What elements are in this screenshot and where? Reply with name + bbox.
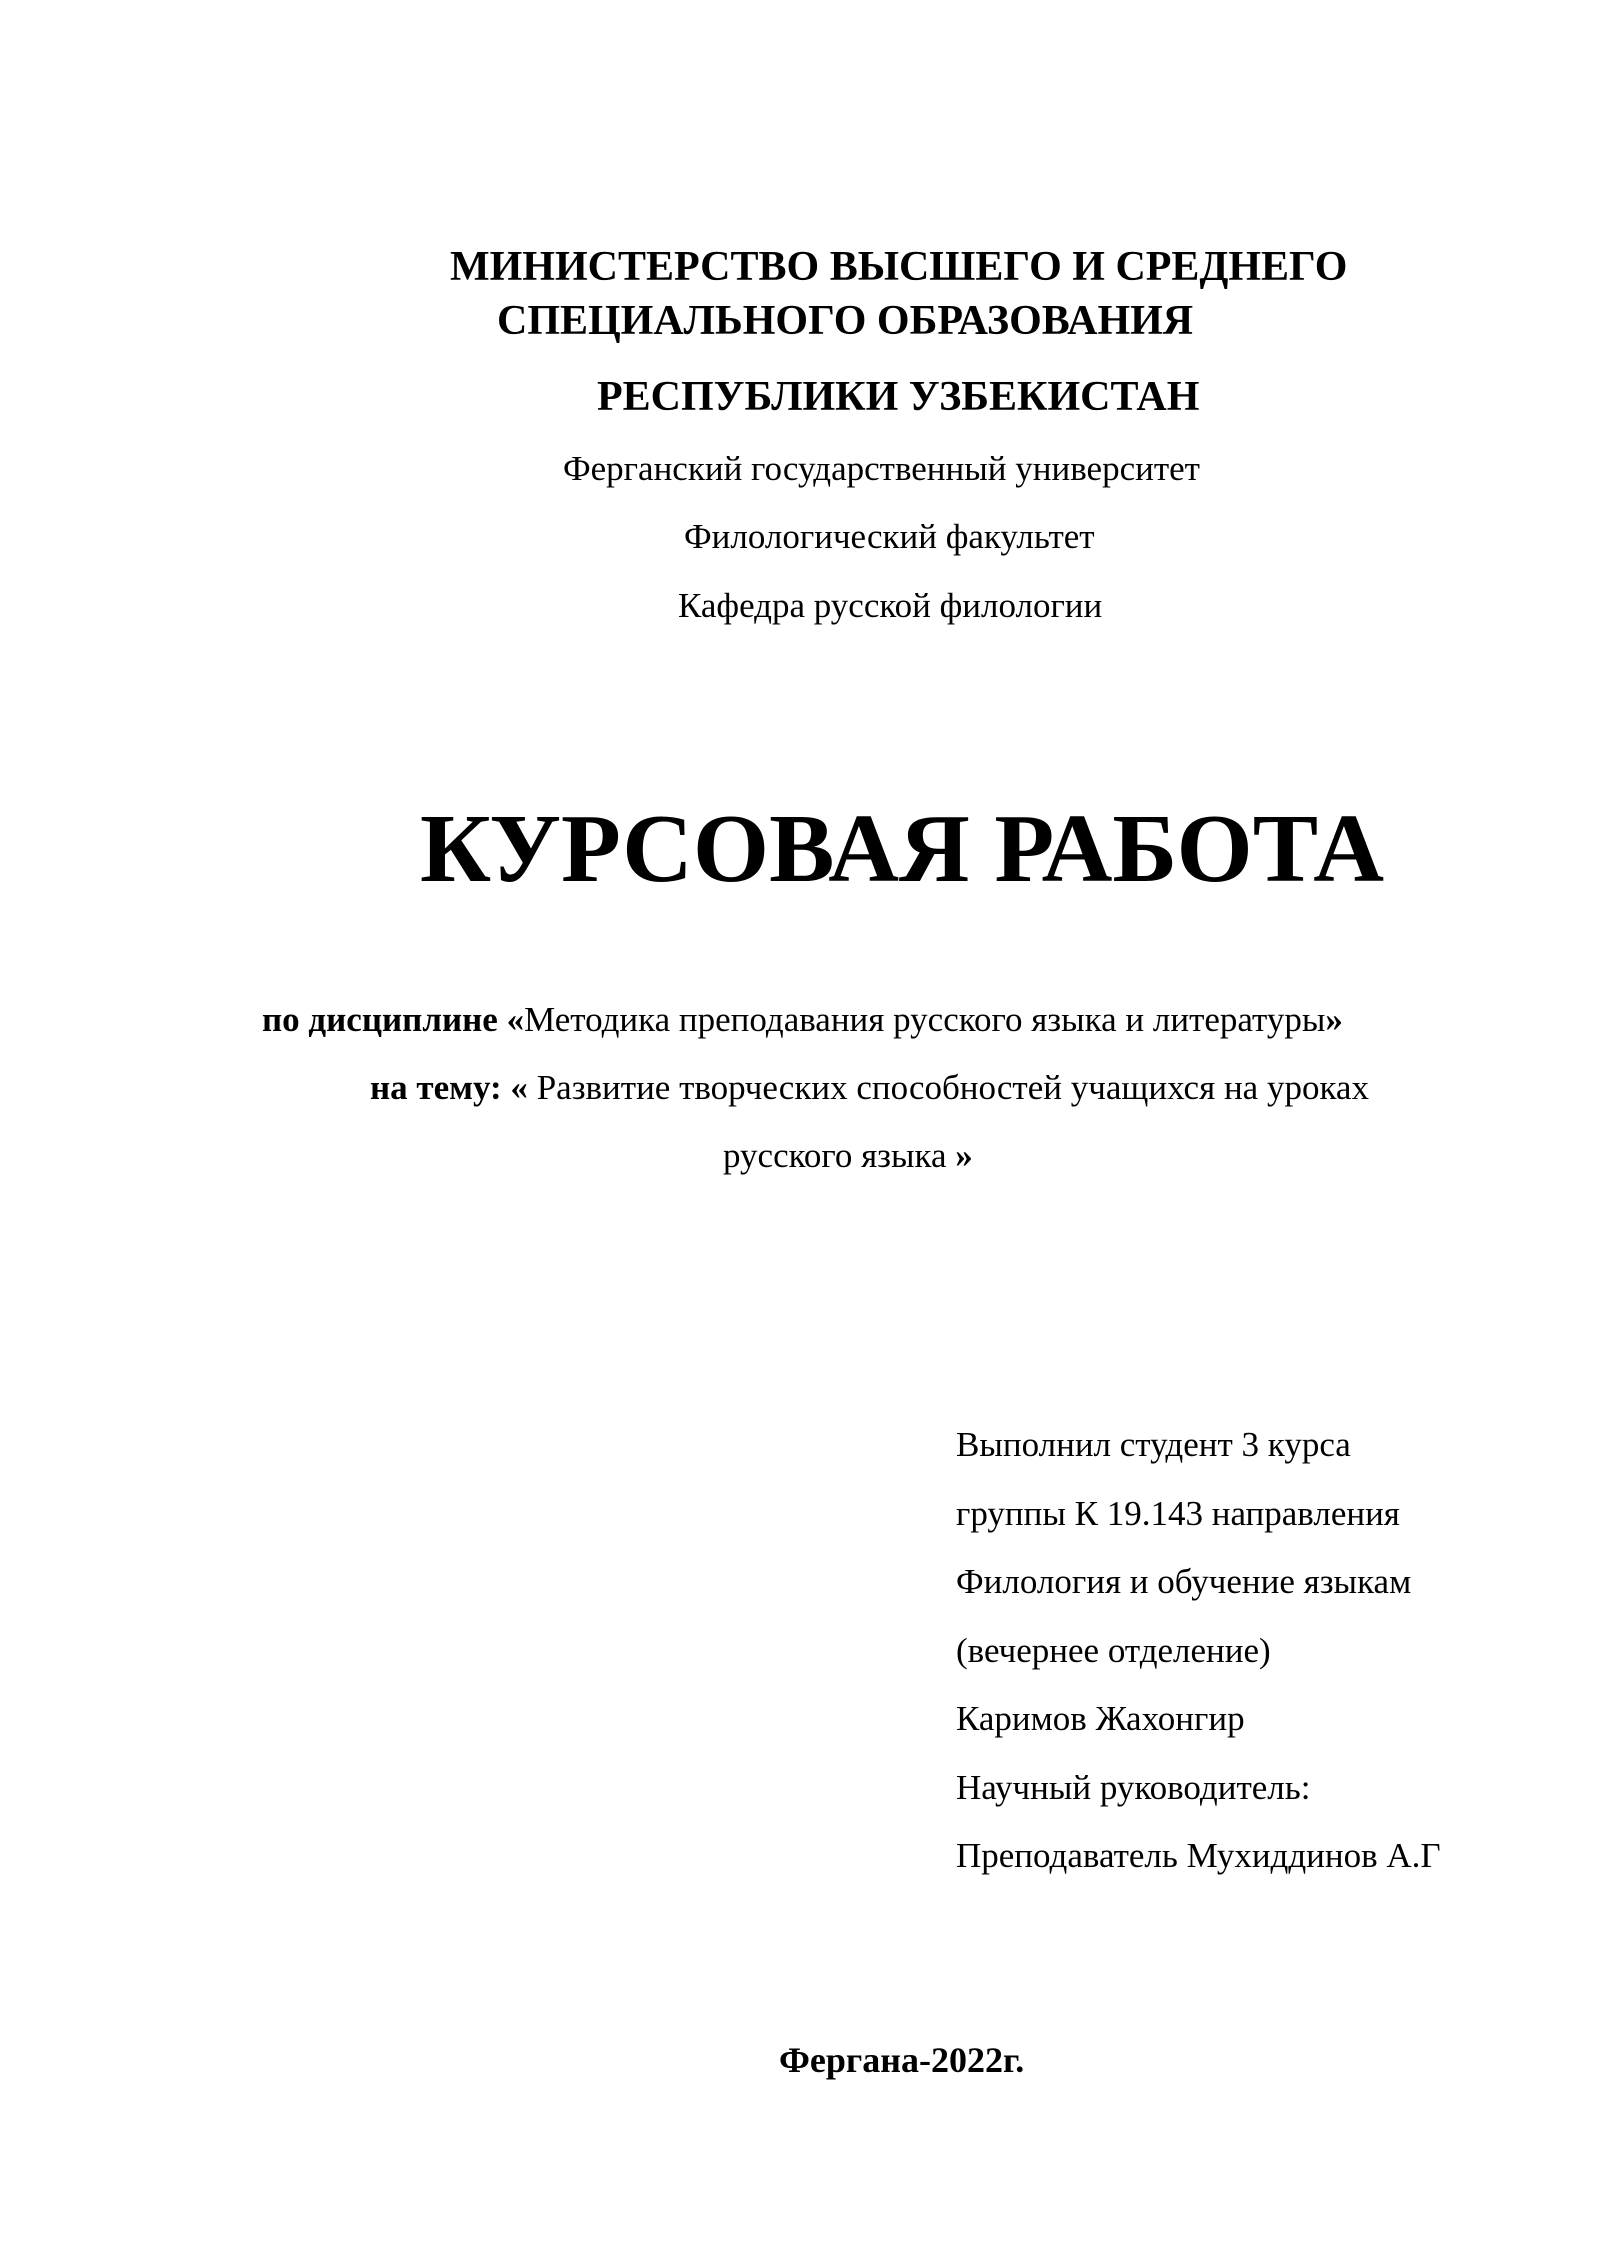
ministry-heading-line-2: СПЕЦИАЛЬНОГО ОБРАЗОВАНИЯ xyxy=(497,298,1194,344)
author-info-line: Выполнил студент 3 курса xyxy=(956,1425,1351,1464)
discipline-close-quote: » xyxy=(1325,1000,1343,1039)
discipline-line xyxy=(262,1002,1343,1037)
city-year: Фергана-2022г. xyxy=(779,2040,1025,2080)
topic-close-quote: » xyxy=(955,1136,973,1175)
topic-line-2 xyxy=(723,1138,973,1173)
author-info-line: Научный руководитель: xyxy=(956,1768,1311,1807)
faculty-name: Филологический факультет xyxy=(684,517,1095,556)
topic-label: на тему: « xyxy=(370,1068,528,1107)
ministry-heading-line-3: РЕСПУБЛИКИ УЗБЕКИСТАН xyxy=(597,374,1200,420)
author-info-line: Преподаватель Мухиддинов А.Г xyxy=(956,1836,1441,1875)
discipline-name: Методика преподавания русского языка и литературы xyxy=(524,1000,1326,1039)
topic-text-1: Развитие творческих способностей учащихся на уроках xyxy=(527,1068,1369,1107)
author-info-line: Каримов Жахонгир xyxy=(956,1699,1245,1738)
university-name: Ферганский государственный университет xyxy=(563,449,1200,488)
work-title: КУРСОВАЯ РАБОТА xyxy=(420,795,1385,903)
author-info-line: группы К 19.143 направления xyxy=(956,1494,1400,1533)
department-name: Кафедра русской филологии xyxy=(678,586,1103,625)
discipline-label: по дисциплине « xyxy=(262,1000,525,1039)
topic-line-1 xyxy=(370,1070,1369,1105)
author-info-line: Филология и обучение языкам xyxy=(956,1562,1412,1601)
author-info-line: (вечернее отделение) xyxy=(956,1631,1271,1670)
topic-text-2: русского языка xyxy=(723,1136,956,1175)
ministry-heading-line-1: МИНИСТЕРСТВО ВЫСШЕГО И СРЕДНЕГО xyxy=(450,244,1348,290)
